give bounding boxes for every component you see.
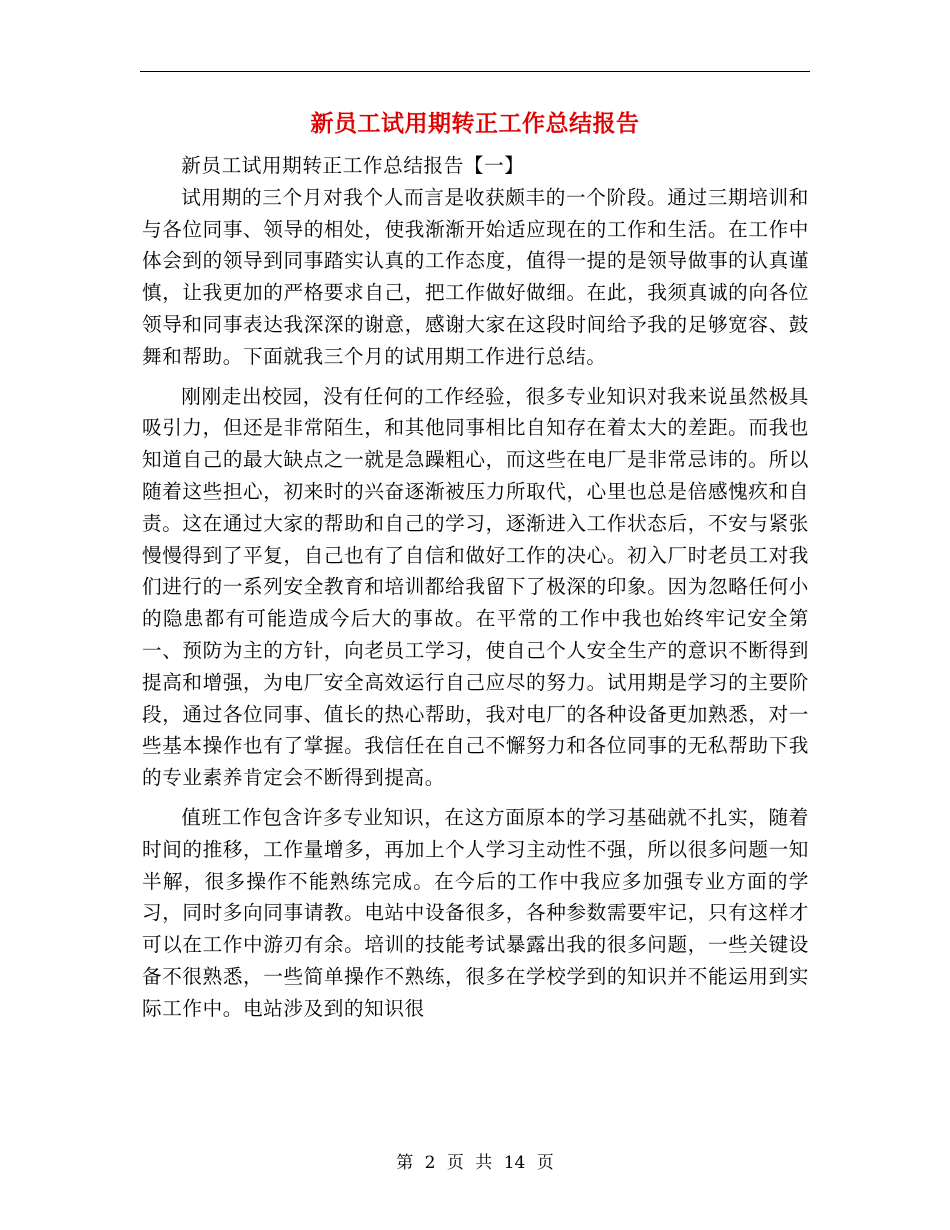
header-rule [140,71,810,72]
page-footer: 第 2 页 共 14 页 [396,1153,554,1173]
document-title: 新员工试用期转正工作总结报告 [310,110,640,137]
paragraph-3: 值班工作包含许多专业知识，在这方面原本的学习基础就不扎实，随着时间的推移，工作量增多，再加上个人学习主动性不强，所以很多问题一知半解，很多操作不能熟练完成。在今后的工作中我应多加强专业方面的学习，同时多向同事请教。电站中设备很多，各种参数需要牢记，只有这样才可以在工作中游刃有余。培训的技能考试暴露出我的很多问题，一些关键设备不很熟悉，一些简单操作不熟练，很多在学校学到的知识并不能运用到实际工作中。电站涉及到的知识很 [142,805,809,1020]
document-body [142,150,809,1025]
paragraph-2: 刚刚走出校园，没有任何的工作经验，很多专业知识对我来说虽然极具吸引力，但还是非常陌生，和其他同事相比自知存在着太大的差距。而我也知道自己的最大缺点之一就是急躁粗心，而这些在电厂是非常忌讳的。所以随着这些担心，初来时的兴奋逐渐被压力所取代，心里也总是倍感愧疚和自责。这在通过大家的帮助和自己的学习，逐渐进入工作状态后，不安与紧张慢慢得到了平复，自己也有了自信和做好工作的决心。初入厂时老员工对我们进行的一系列安全教育和培训都给我留下了极深的印象。因为忽略任何小的隐患都有可能造成今后大的事故。在平常的工作中我也始终牢记安全第一、预防为主的方针，向老员工学习，使自己个人安全生产的意识不断得到提高和增强，为电厂安全高效运行自己应尽的努力。试用期是学习的主要阶段，通过各位同事、值长的热心帮助，我对电厂的各种设备更加熟悉，对一些基本操作也有了掌握。我信任在自己不懈努力和各位同事的无私帮助下我的专业素养肯定会不断得到提高。 [142,384,809,790]
paragraph-1: 试用期的三个月对我个人而言是收获颇丰的一个阶段。通过三期培训和与各位同事、领导的相处，使我渐渐开始适应现在的工作和生活。在工作中体会到的领导到同事踏实认真的工作态度，值得一提的是领导做事的认真谨慎，让我更加的严格要求自己，把工作做好做细。在此，我须真诚的向各位领导和同事表达我深深的谢意，感谢大家在这段时间给予我的足够宽容、鼓舞和帮助。下面就我三个月的试用期工作进行总结。 [142,185,809,368]
section-heading: 新员工试用期转正工作总结报告【一】 [181,154,525,177]
